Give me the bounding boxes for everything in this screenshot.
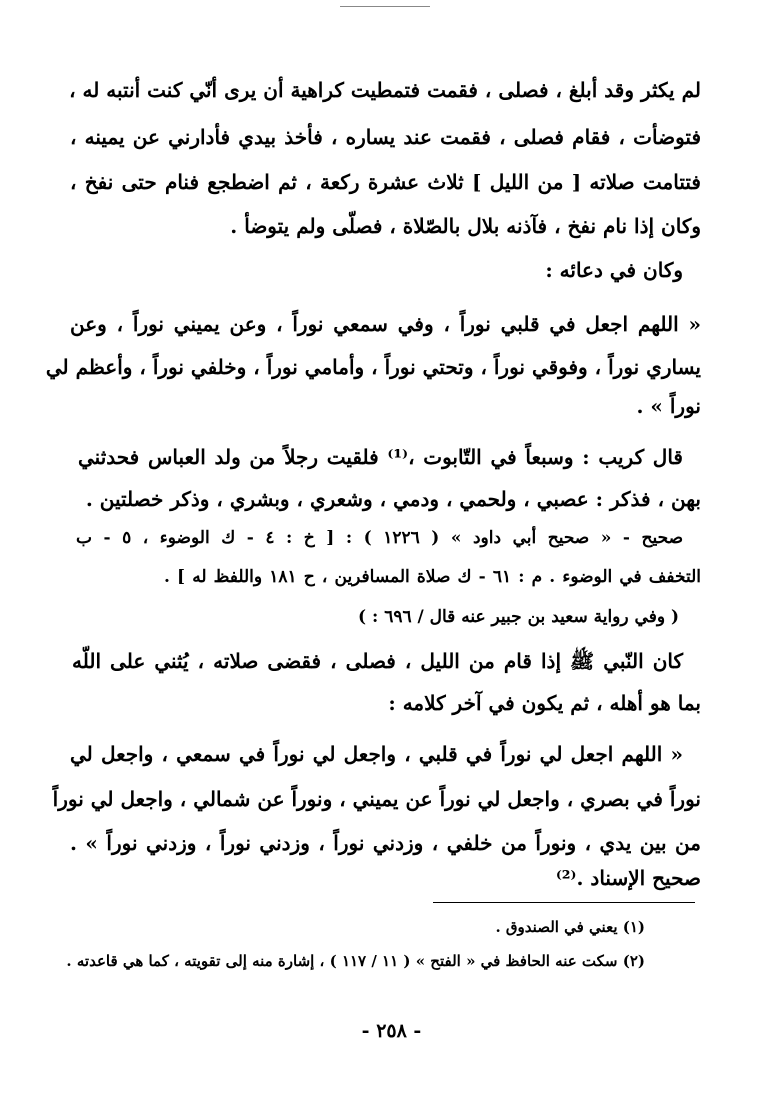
text-line-9: قال كريب : وسبعاً في التّابوت ،⁽¹⁾ فلقيت رجلاً من ولد العباس فحدثني bbox=[78, 445, 683, 469]
text-line-1: لم يكثر وقد أبلغ ، فصلى ، فقمت فتمطيت كراهية أن يرى أنّي كنت أنتبه له ، bbox=[69, 78, 701, 102]
footnote-1: (١) يعني في الصندوق . bbox=[495, 918, 645, 936]
text-line-5: وكان في دعائه : bbox=[545, 258, 683, 282]
text-line-6: « اللهم اجعل في قلبي نوراً ، وفي سمعي نوراً ، وعن يميني نوراً ، وعن bbox=[70, 312, 701, 336]
text-line-8: نوراً » . bbox=[636, 394, 701, 418]
text-line-19: صحيح الإسناد .⁽²⁾ bbox=[555, 866, 701, 890]
text-line-16: « اللهم اجعل لي نوراً في قلبي ، واجعل لي نوراً في سمعي ، واجعل لي bbox=[70, 742, 683, 766]
text-line-2: فتوضأت ، فقام فصلى ، فقمت عند يساره ، فأخذ بيدي فأدارني عن يمينه ، bbox=[70, 125, 701, 149]
text-line-3: فتتامت صلاته [ من الليل ] ثلاث عشرة ركعة ، ثم اضطجع فنام حتى نفخ ، bbox=[70, 170, 701, 194]
text-line-13: ( وفي رواية سعيد بن جبير عنه قال / ٦٩٦ : ) bbox=[358, 607, 679, 627]
page-number: - ٢٥٨ - bbox=[361, 1020, 422, 1042]
footnote-separator bbox=[433, 902, 695, 903]
text-line-14: كان النّبي ﷺ إذا قام من الليل ، فصلى ، فقضى صلاته ، يُثني على اللّه bbox=[72, 649, 683, 673]
text-line-4: وكان إذا نام نفخ ، فآذنه بلال بالصّلاة ، فصلّى ولم يتوضأ . bbox=[230, 214, 701, 238]
text-line-17: نوراً في بصري ، واجعل لي نوراً عن يميني ، ونوراً عن شمالي ، واجعل لي نوراً bbox=[52, 787, 701, 811]
text-line-7: يساري نوراً ، وفوقي نوراً ، وتحتي نوراً ، وأمامي نوراً ، وخلفي نوراً ، وأعظم لي bbox=[45, 355, 701, 379]
text-line-15: بما هو أهله ، ثم يكون في آخر كلامه : bbox=[388, 691, 701, 715]
footnote-2: (٢) سكت عنه الحافظ في « الفتح » ( ١١ / ١١٧ ) ، إشارة منه إلى تقويته ، كما هي قاعدته . bbox=[66, 952, 645, 970]
top-rule bbox=[340, 6, 430, 7]
text-line-10: بهن ، فذكر : عصبي ، ولحمي ، ودمي ، وشعري ، وبشري ، وذكر خصلتين . bbox=[85, 487, 701, 511]
text-line-12: التخفف في الوضوء . م : ٦١ - ك صلاة المسافرين ، ح ١٨١ واللفظ له ] . bbox=[164, 567, 701, 587]
text-line-11: صحيح - « صحيح أبي داود » ( ١٢٢٦ ) : [ خ : ٤ - ك الوضوء ، ٥ - ب bbox=[76, 528, 684, 548]
text-line-18: من بين يدي ، ونوراً من خلفي ، وزدني نوراً ، وزدني نوراً ، وزدني نوراً » . bbox=[70, 831, 701, 855]
